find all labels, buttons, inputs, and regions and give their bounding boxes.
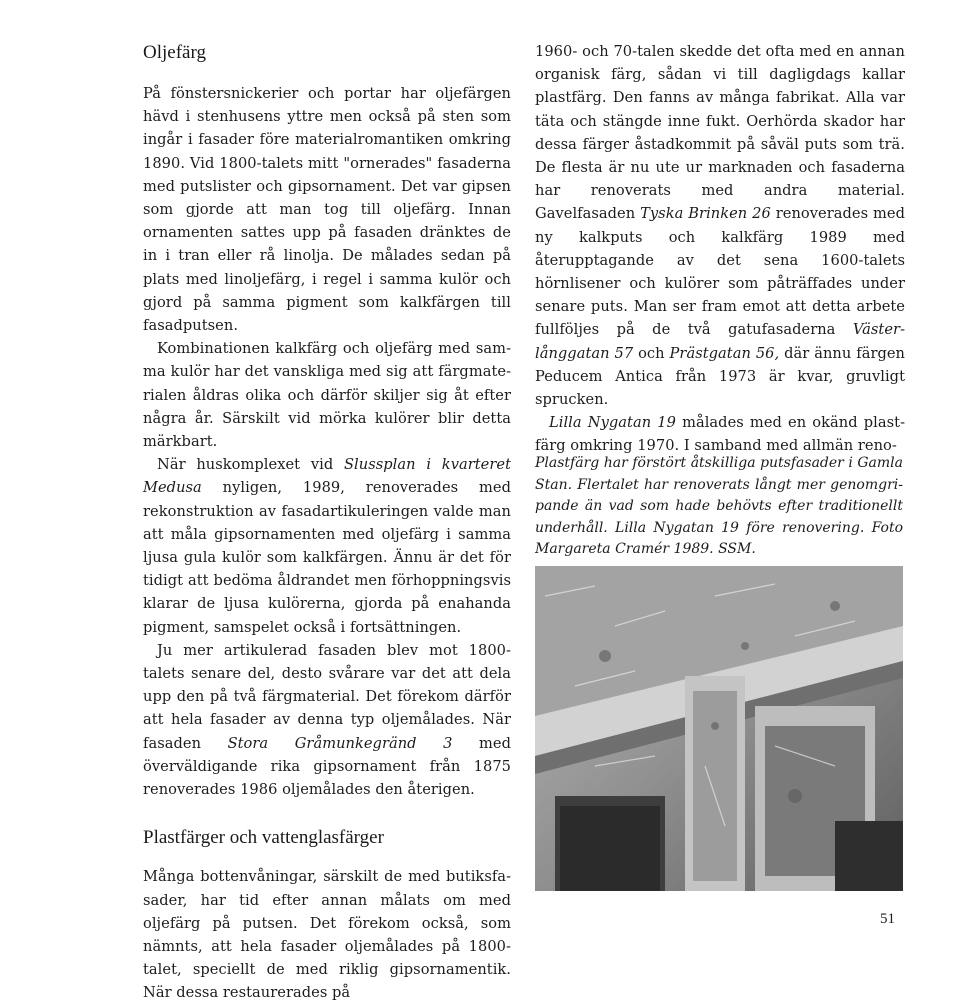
paragraph: På fönstersnickerier och portar har oljefärgen hävd i stenhusens yttre men också på sten som ingår i fasader före materialromantiken omkring 1890. Vid 1800-talets mitt "ornerades" fasaderna med putslister och gipsornament. Det var gipsen som gjorde att man tog till oljefärg. Innan ornamenten sattes upp på fasaden dränktes de in i tran eller rå linolja. De målades sedan på plats med linoljefärg, i regel i samma kulör och gjord på samma pigment som kalkfärgen till fasadputsen. — [143, 85, 511, 335]
facade-photo-graphic — [535, 566, 903, 891]
emphasis: Stora Gråmunkegränd 3 — [227, 734, 453, 752]
left-column — [143, 42, 511, 1005]
paragraph: Ju mer artikulerad fasaden blev mot 1800-talets senare del, desto svårare var det att dela upp den på två färgmaterial. Det förekom därför att hela fasader av denna typ oljemålades. När fasaden Stora Gråmunkegränd 3 med överväldigande rika gipsornament från 1875 renoverades 1986 oljemålades den återigen. — [143, 641, 511, 799]
emphasis: Lilla Nygatan 19 — [549, 414, 676, 432]
emphasis: Prästgatan 56, — [669, 344, 780, 362]
emphasis: Västerlånggatan 57 — [535, 321, 905, 362]
heading-plastfarger: Plastfärger och vattenglasfärger — [143, 827, 384, 849]
paragraph: Lilla Nygatan 19 målades med en okänd plastfärg omkring 1970. I samband med allmän reno- — [535, 414, 905, 455]
paragraph: När huskomplexet vid Slussplan i kvarteret Medusa nyligen, 1989, renoverades med rekonstruktion av fasadartikuleringen valde man att måla gipsornamenten med oljefärg i samma ljusa gula kulör som kalkfärgen. Ännu är det för tidigt att bedöma åldrandet men förhoppningsvis klarar de ljusa kulörerna, gjorda på enahanda pigment, samspelet också i fortsättningen. — [143, 456, 511, 636]
emphasis: Tyska Brinken 26 — [640, 205, 771, 223]
right-column — [535, 40, 905, 458]
page-number: 51 — [880, 911, 895, 927]
photo-caption: Plastfärg har förstört åtskilliga putsfasader i Gamla Stan. Flertalet har renoverats långt mer genomgripande än vad som hade behövts efter traditionellt underhåll. Lilla Nygatan 19 före renovering. Foto Margareta Cramér 1989. SSM. — [535, 455, 903, 557]
facade-photo — [535, 566, 903, 891]
paragraph: Kombinationen kalkfärg och oljefärg med samma kulör har det vanskliga med sig att färgmaterialen åldras olika och därför skiljer sig åt efter några år. Särskilt vid mörka kulörer blir detta märkbart. — [143, 340, 511, 451]
heading-oljefarg: Oljefärg — [143, 42, 206, 63]
paragraph: Många bottenvåningar, särskilt de med butiksfasader, har tid efter annan målats om med oljefärg på putsen. Det förekom också, som nämnts, att hela fasader oljemålades på 1800-talet, speciellt de med riklig gipsornamentik. När dessa restaurerades på — [143, 868, 511, 1002]
emphasis: Slussplan i kvarteret Medusa — [143, 456, 511, 497]
paragraph: 1960- och 70-talen skedde det ofta med en annan organisk färg, sådan vi till dagligdags kallar plastfärg. Den fanns av många fabrikat. Alla var täta och stängde inne fukt. Oerhörda skador har dessa färger åstadkommit på såväl puts som trä. De flesta är nu ute ur marknaden och fasaderna har renoverats med andra material. Gavelfasaden Tyska Brinken 26 renoverades med ny kalkputs och kalkfärg 1989 med återupptagande av det sena 1600-talets hörnlisener och kulörer som påträffades under senare puts. Man ser fram emot att detta arbete fullföljes på de två gatufasaderna Västerlånggatan 57 och Prästgatan 56, där ännu färgen Peducem Antica från 1973 är kvar, gruvligt sprucken. — [535, 43, 906, 409]
